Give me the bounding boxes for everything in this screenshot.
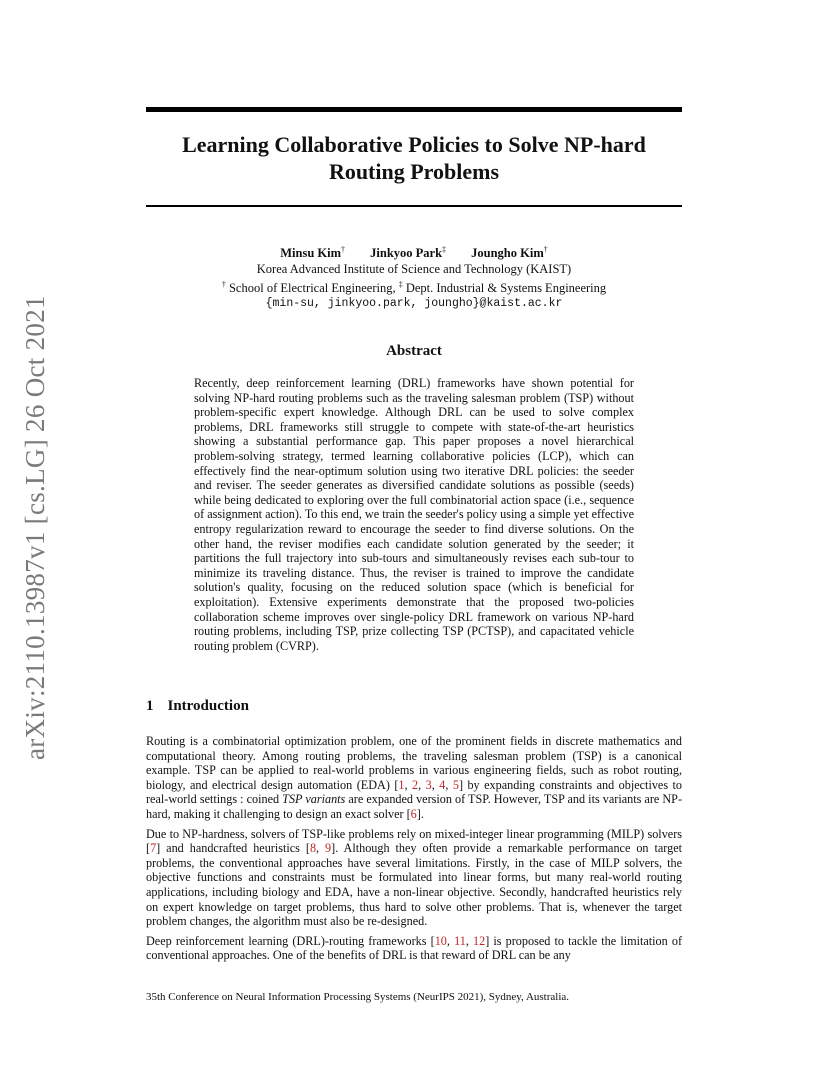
- section-number: 1: [146, 698, 154, 714]
- paragraph-1: Routing is a combinatorial optimization problem, one of the prominent fields in discrete mathematics and computational theory. Among routing problems, the traveling salesman problem (TSP) is a canonical example. TSP can be applied to real-world problems in various engineering fields, such as robot routing, biology, and electrical design automation (EDA) [1, 2, 3, 4, 5] by expanding constraints and objectives to real-world settings : coined TSP variants are expanded version of TSP. However, TSP and its variants are NP-hard, making it challenging to design an exact solver [6].: [146, 734, 683, 821]
- author-2: Jinkyoo Park‡: [370, 245, 447, 261]
- author-1: Minsu Kim†: [280, 245, 346, 261]
- citation-link[interactable]: 2: [412, 777, 419, 792]
- citation-link[interactable]: 3: [425, 777, 432, 792]
- title-line-2: Routing Problems: [328, 159, 500, 184]
- affiliation: Korea Advanced Institute of Science and Technology (KAIST): [256, 262, 572, 277]
- author-3: Joungho Kim†: [471, 245, 548, 261]
- paragraph-3: Deep reinforcement learning (DRL)-routing frameworks [10, 11, 12] is proposed to tackle the limitation of conventional approaches. One of the benefits of DRL is that reward of DRL can be any: [146, 933, 683, 963]
- citation-link[interactable]: 11: [454, 933, 466, 948]
- departments: † School of Electrical Engineering, ‡ Dept. Industrial & Systems Engineering: [221, 280, 607, 296]
- arxiv-side-stamp: arXiv:2110.13987v1 [cs.LG] 26 Oct 2021: [20, 295, 50, 760]
- title-rule-top: [146, 107, 682, 112]
- intro-body: [146, 734, 682, 968]
- citation-link[interactable]: 12: [473, 933, 486, 948]
- section-heading: [146, 698, 249, 715]
- citation-link[interactable]: 8: [309, 841, 317, 856]
- citation-link[interactable]: 5: [452, 777, 459, 792]
- emphasis-tsp-variants: TSP variants: [282, 792, 346, 807]
- citation-link[interactable]: 1: [398, 777, 405, 792]
- conference-footer: 35th Conference on Neural Information Processing Systems (NeurIPS 2021), Sydney, Australia.: [146, 991, 570, 1003]
- author-block: [146, 242, 682, 312]
- abstract-heading: Abstract: [386, 343, 442, 359]
- author-names: [146, 242, 682, 261]
- section-title: Introduction: [167, 698, 249, 714]
- author-emails: {min-su, jinkyoo.park, joungho}@kaist.ac.kr: [265, 297, 563, 311]
- title-line-1: Learning Collaborative Policies to Solve NP-hard: [182, 132, 646, 157]
- citation-link[interactable]: 6: [410, 806, 417, 821]
- abstract-text: Recently, deep reinforcement learning (DRL) frameworks have shown potential for solving NP-hard routing problems such as the traveling salesman problem (TSP) without problem-specific expert knowledge. Although DRL can be used to solve complex problems, DRL frameworks still struggle to compete with state-of-the-art heuristics showing a substantial performance gap. This paper proposes a novel hierarchical problem-solving strategy, termed learning collaborative policies (LCP), which can effectively find the near-optimum solution using two iterative DRL policies: the seeder and reviser. The seeder generates as diversified candidate solutions as possible (seeds) while being dedicated to exploring over the full combinatorial action space (i.e., sequence of assignment action). To this end, we train the seeder's policy using a simple yet effective entropy regularization reward to encourage the seeder to find diverse solutions. On the other hand, the reviser modifies each candidate solution generated by the seeder; it partitions the full trajectory into sub-tours and simultaneously revises each sub-tour to minimize its traveling distance. Thus, the reviser is trained to improve the candidate solution's quality, focusing on the reduced solution space (which is beneficial for exploitation). Extensive experiments demonstrate that the proposed two-policies collaboration scheme improves over single-policy DRL framework on various NP-hard routing problems, including TSP, prize collecting TSP (PCTSP), and capacitated vehicle routing problem (CVRP).: [194, 376, 634, 653]
- paragraph-2: Due to NP-hardness, solvers of TSP-like problems rely on mixed-integer linear programming (MILP) solvers [7] and handcrafted heuristics [8, 9]. Although they often provide a remarkable performance on target problems, the conventional approaches have several limitations. Firstly, in the case of MILP solvers, the objective functions and constraints must be formulated into linear forms, but many real-world routing applications, including biology and EDA, have a non-linear objective. Secondly, handcrafted heuristics rely on expert knowledge on target problems, thus hard to solve other problems. That is, whenever the target problem changes, the algorithm must also be re-designed.: [146, 826, 682, 929]
- paper-title: [146, 131, 682, 185]
- citation-link[interactable]: 7: [150, 841, 157, 856]
- citation-link[interactable]: 10: [434, 933, 447, 948]
- citation-link[interactable]: 4: [439, 777, 446, 792]
- title-rule-bottom: [146, 205, 682, 207]
- citation-link[interactable]: 9: [325, 841, 332, 856]
